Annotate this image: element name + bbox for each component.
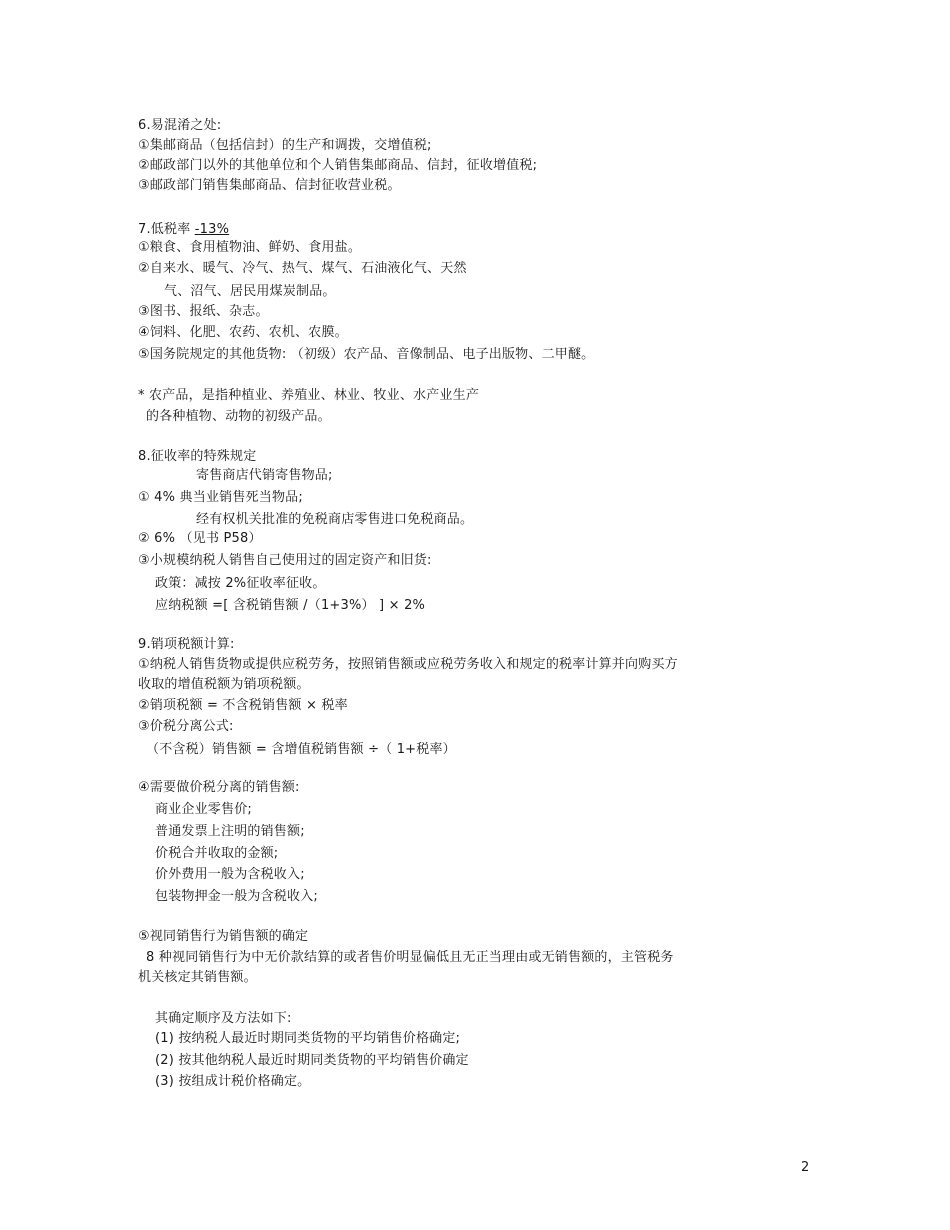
section-9-line-1: ①纳税人销售货物或提供应税劳务，按照销售额或应税劳务收入和规定的税率计算并向购买方 [138,657,678,672]
section-7-note-1: * 农产品，是指种植业、养殖业、林业、牧业、水产业生产 [138,388,480,403]
section-9-line-15: 其确定顺序及方法如下: [155,1011,292,1026]
section-9-line-6: ④需要做价税分离的销售额: [138,780,300,795]
section-9-line-14: 机关核定其销售额。 [138,970,257,985]
section-9-line-2: 收取的增值税额为销项税额。 [138,677,310,692]
section-6-item-1: ①集邮商品（包括信封）的生产和调拨，交增值税; [138,138,432,153]
section-9-line-3: ②销项税额 = 不含税销售额 × 税率 [138,698,348,713]
section-7-item-1: ①粮食、食用植物油、鲜奶、食用盐。 [138,240,362,255]
section-7-item-3: ③图书、报纸、杂志。 [138,304,269,319]
section-8-line-3: 经有权机关批准的免税商店零售进口免税商品。 [196,512,474,527]
section-9-line-8: 普通发票上注明的销售额; [155,824,305,839]
section-9-line-18: (3) 按组成计税价格确定。 [155,1074,311,1089]
section-9-line-7: 商业企业零售价; [155,802,252,817]
section-9-title: 9.销项税额计算: [138,637,235,652]
section-7-item-5: ⑤国务院规定的其他货物: （初级）农产品、音像制品、电子出版物、二甲醚。 [138,347,595,362]
section-7-note-2: 的各种植物、动物的初级产品。 [146,409,331,424]
section-6-item-2: ②邮政部门以外的其他单位和个人销售集邮商品、信封，征收增值税; [138,158,538,173]
section-7-item-2-cont: 气、沼气、居民用煤炭制品。 [164,284,336,299]
section-8-line-6: 政策：减按 2%征收率征收。 [155,576,326,591]
section-8-line-5: ③小规模纳税人销售自己使用过的固定资产和旧货: [138,553,432,568]
section-8-line-1: 寄售商店代销寄售物品; [196,468,333,483]
section-6-title: 6.易混淆之处: [138,118,222,133]
section-7-item-4: ④饲料、化肥、农药、农机、农膜。 [138,325,348,340]
page-number: 2 [801,1160,810,1175]
section-7-item-2: ②自来水、暖气、冷气、热气、煤气、石油液化气、天然 [138,261,467,276]
section-8-title: 8.征收率的特殊规定 [138,449,257,464]
section-6-item-3: ③邮政部门销售集邮商品、信封征收营业税。 [138,178,401,193]
section-9-line-5: （不含税）销售额 = 含增值税销售额 ÷（ 1+税率） [146,742,456,757]
section-9-line-9: 价税合并收取的金额; [155,846,279,861]
section-9-line-16: (1) 按纳税人最近时期同类货物的平均销售价格确定; [155,1031,461,1046]
section-7-title-text: 7.低税率 [138,222,195,237]
section-8-line-4: ② 6% （见书 P58） [138,531,262,546]
section-9-line-12: ⑤视同销售行为销售额的确定 [138,929,309,944]
section-9-line-11: 包装物押金一般为含税收入; [155,889,318,904]
section-9-line-10: 价外费用一般为含税收入; [155,867,305,882]
section-9-line-4: ③价税分离公式: [138,719,234,734]
section-8-line-2: ① 4% 典当业销售死当物品; [138,490,303,505]
section-9-line-13: 8 种视同销售行为中无价款结算的或者售价明显偏低且无正当理由或无销售额的，主管税务 [146,950,674,965]
section-9-line-17: (2) 按其他纳税人最近时期同类货物的平均销售价确定 [155,1053,469,1068]
section-7-title [138,221,229,239]
section-7-rate: -13% [194,222,230,237]
section-8-line-7: 应纳税额 =[ 含税销售额 /（1+3%） ] × 2% [155,598,426,613]
